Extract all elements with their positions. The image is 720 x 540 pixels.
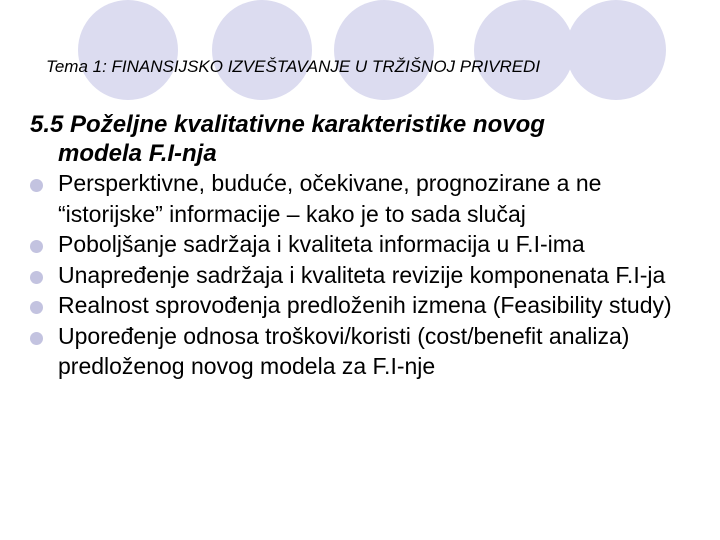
decorative-circle [334, 0, 434, 100]
decorative-circle [78, 0, 178, 100]
bullet-dot-icon [30, 301, 43, 314]
decorative-circle [212, 0, 312, 100]
bullet-text: Realnost sprovođenja predloženih izmena (Feasibility study) [58, 292, 672, 318]
list-item [28, 321, 708, 382]
bullet-list [28, 168, 708, 382]
list-item [28, 168, 708, 229]
slide-title: Tema 1: FINANSIJSKO IZVEŠTAVANJE U TRŽIŠNOJ PRIVREDI [46, 57, 541, 76]
bullet-dot-icon [30, 271, 43, 284]
bullet-dot-icon [30, 179, 43, 192]
bullet-text: Unapređenje sadržaja i kvaliteta revizije komponenata F.I-ja [58, 261, 666, 288]
section-heading-line1: 5.5 Poželjne kvalitativne karakteristike novog [30, 111, 545, 138]
decorative-circle [566, 0, 666, 100]
list-item [28, 290, 708, 321]
bullet-text: Persperktivne, buduće, očekivane, prognozirane a ne “istorijske” informacije – kako je to sada slučaj [58, 170, 602, 227]
bullet-dot-icon [30, 332, 43, 345]
list-item [28, 229, 708, 260]
list-item [28, 260, 708, 291]
section-heading [30, 110, 700, 168]
decorative-circle [474, 0, 574, 100]
bullet-dot-icon [30, 240, 43, 253]
section-heading-line2: modela F.I-nja [58, 140, 217, 167]
bullet-text: Upoređenje odnosa troškovi/koristi (cost/benefit analiza) predloženog novog modela za F.I-nje [58, 322, 630, 379]
bullet-text: Poboljšanje sadržaja i kvaliteta informacija u F.I-ima [58, 231, 585, 257]
